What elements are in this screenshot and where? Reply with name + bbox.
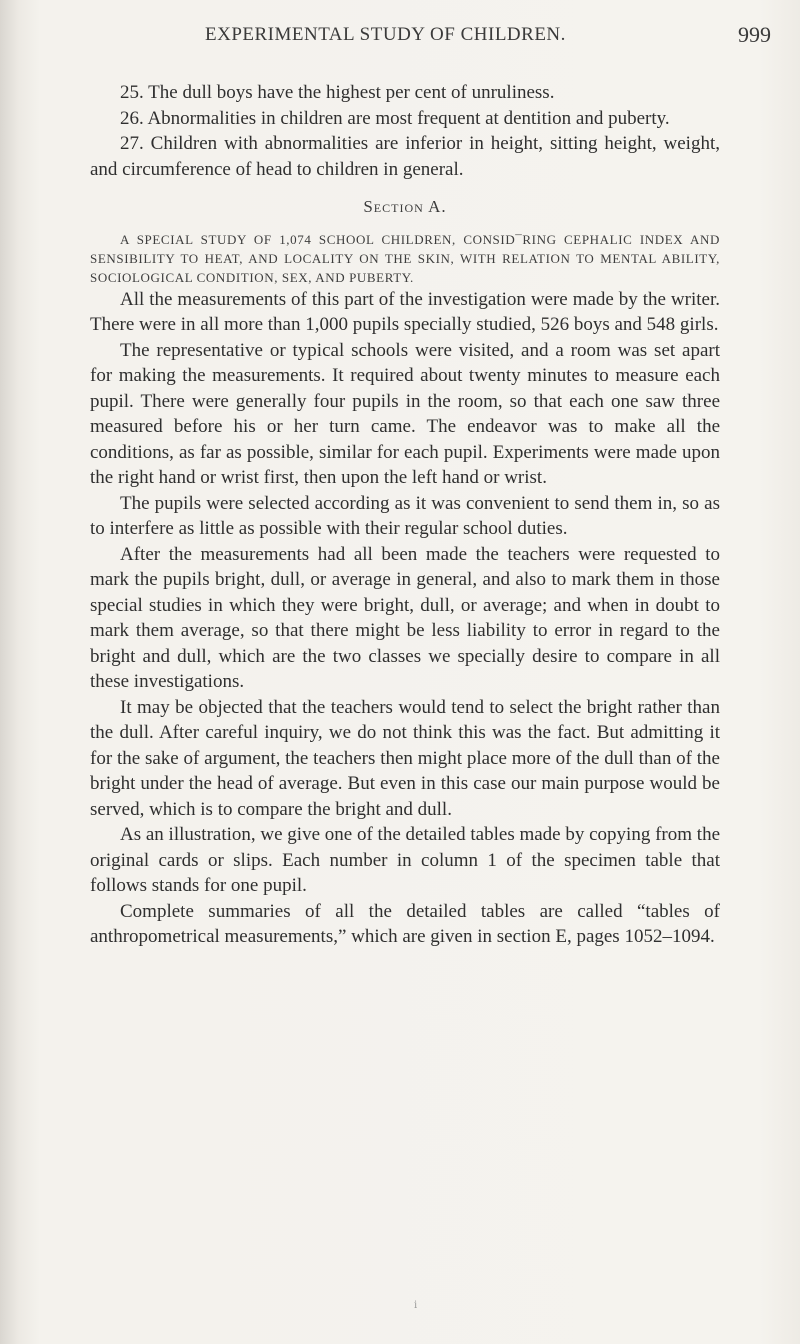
running-head: EXPERIMENTAL STUDY OF CHILDREN. — [205, 24, 566, 45]
paragraph: The pupils were selected according as it was convenient to send them in, so as to interfere as little as possible with their regular school duties. — [90, 492, 720, 539]
paragraph: Complete summaries of all the detailed tables are called “tables of anthropometrical measurements,” which are given in section E, pages 1052–1094. — [90, 900, 720, 947]
section-subheading: A SPECIAL STUDY OF 1,074 SCHOOL CHILDREN, CONSID¯RING CEPHALIC INDEX AND SENSIBILITY TO HEAT, AND LOCALITY ON THE SKIN, WITH RELATION TO MENTAL ABILITY, SOCIOLOGICAL CONDITION, SEX, AND PUBERTY. — [90, 231, 720, 285]
numbered-item: 27. Children with abnormalities are inferior in height, sitting height, weight, and circumference of head to children in general. — [90, 133, 720, 180]
paragraph: The representative or typical schools were visited, and a room was set apart for making the measurements. It required about twenty minutes to measure each pupil. There were generally four pupils in the room, so that each one saw three measured before his or her turn came. The endeavor was to make all the conditions, as far as possible, similar for each pupil. Experiments were made upon the right hand or wrist first, then upon the left hand or wrist. — [90, 339, 720, 488]
page-number: 999 — [738, 22, 771, 47]
numbered-item: 25. The dull boys have the highest per cent of unruliness. — [120, 82, 555, 103]
paragraph: It may be objected that the teachers would tend to select the bright rather than the dull. After careful inquiry, we do not think this was the fact. But admitting it for the sake of argument, the teachers then might place more of the dull than of the bright under the head of average. But even in this case our main purpose would be served, which is to compare the bright and dull. — [90, 696, 720, 820]
paragraph: All the measurements of this part of the investigation were made by the writer. There were in all more than 1,000 pupils specially studied, 526 boys and 548 girls. — [90, 288, 720, 335]
section-heading: Section A. — [363, 197, 447, 216]
paragraph: As an illustration, we give one of the detailed tables made by copying from the original cards or slips. Each number in column 1 of the specimen table that follows stands for one pupil. — [90, 824, 720, 896]
page-body — [90, 80, 720, 950]
stray-mark: i — [414, 1300, 418, 1311]
paragraph: After the measurements had all been made the teachers were requested to mark the pupils bright, dull, or average in general, and also to mark them in those special studies in which they were bright, dull, or average; and when in doubt to mark them average, so that there might be less liability to error in regard to the bright and dull, which are the two classes we specially desire to compare in all these investigations. — [90, 543, 720, 692]
numbered-item: 26. Abnormalities in children are most frequent at dentition and puberty. — [120, 107, 670, 129]
